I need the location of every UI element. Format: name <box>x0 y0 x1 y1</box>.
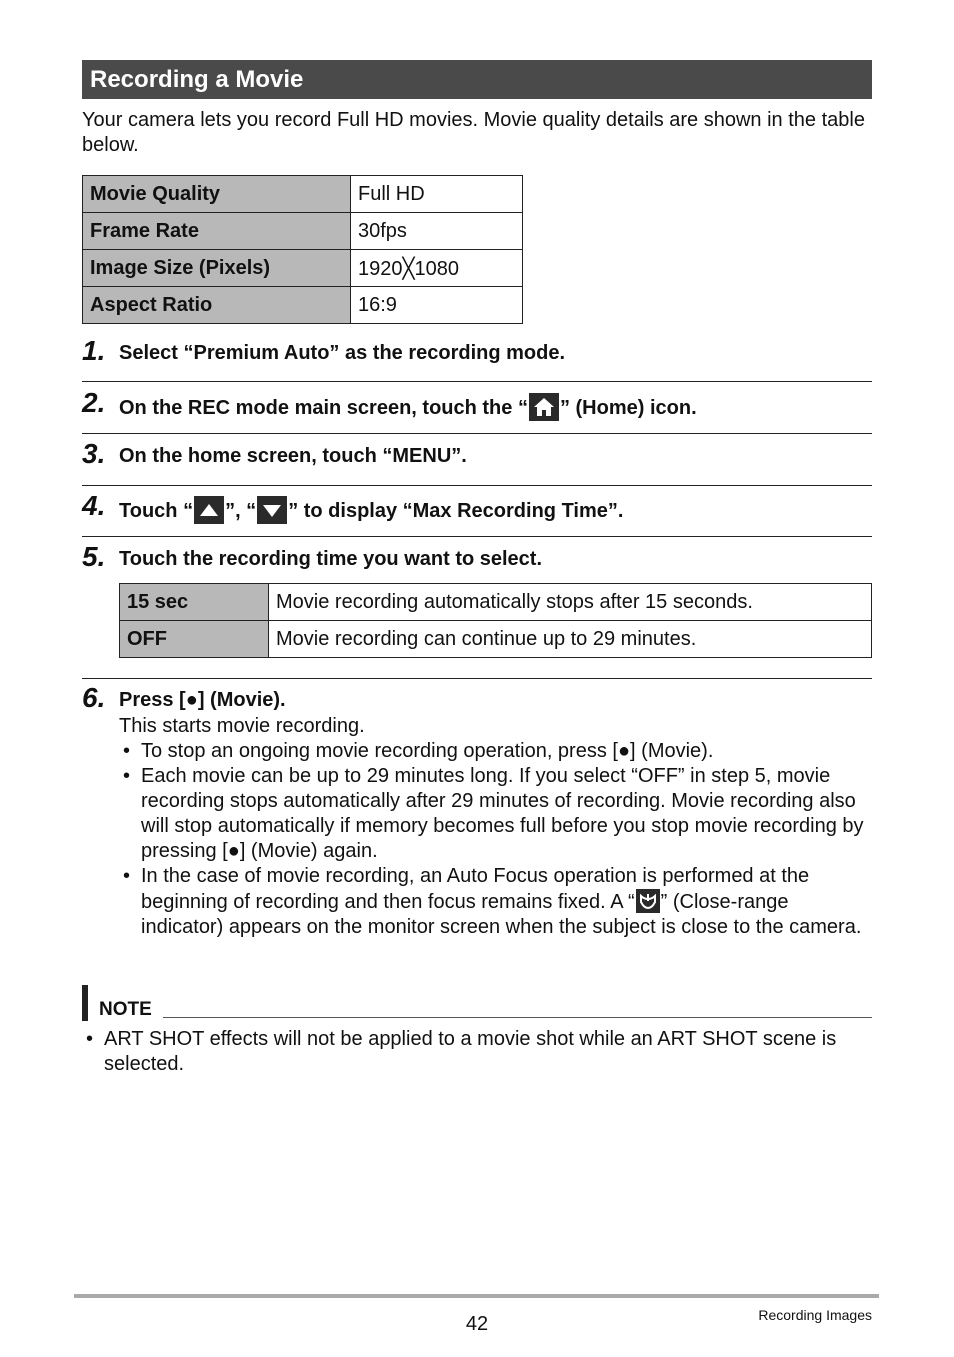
list-item <box>119 864 872 940</box>
step-number: 3. <box>82 438 106 469</box>
step-text <box>119 496 623 524</box>
step-text <box>119 393 697 421</box>
step-text: Select “Premium Auto” as the recording mode. <box>119 342 566 364</box>
record-dot-icon: ● <box>185 689 198 711</box>
table-row <box>83 287 523 324</box>
bullet-list <box>119 739 872 940</box>
table-value: Movie recording can continue up to 29 minutes. <box>269 621 872 658</box>
table-row <box>83 176 523 213</box>
footer-section-title: Recording Images <box>758 1307 872 1323</box>
divider <box>82 381 872 382</box>
table-key: Aspect Ratio <box>83 287 351 324</box>
divider <box>82 485 872 486</box>
step-number: 4. <box>82 490 106 521</box>
step-text-part: ” to display “Max Recording Time”. <box>288 500 624 522</box>
step-6-intro: This starts movie recording. <box>119 715 365 737</box>
step-number: 6. <box>82 682 106 713</box>
list-text: ] (Movie) again. <box>239 840 378 862</box>
list-item <box>119 739 872 764</box>
step-text-part: Touch “ <box>119 500 194 522</box>
step-text: On the home screen, touch “MENU”. <box>119 445 467 467</box>
table-value: Movie recording automatically stops after 15 seconds. <box>269 584 872 621</box>
step-text <box>119 688 286 712</box>
divider <box>82 536 872 537</box>
note-list <box>82 1027 872 1077</box>
record-dot-icon: ● <box>617 740 631 762</box>
movie-quality-table <box>82 175 523 324</box>
step-text-part: On the REC mode main screen, touch the “ <box>119 397 528 419</box>
table-value: 30fps <box>351 213 523 250</box>
step-6-body <box>119 714 872 940</box>
divider <box>82 678 872 679</box>
down-arrow-icon <box>257 496 287 524</box>
list-text: Each movie can be up to 29 minutes long. If you select “OFF” in step 5, movie recording stops automatically after 29 minutes of recording. Movie recording also will stop automatically if memory becomes full before you stop movie recording by pressing [ <box>141 765 864 862</box>
note-divider <box>163 1017 872 1018</box>
section-title: Recording a Movie <box>82 60 872 99</box>
table-row <box>120 584 872 621</box>
list-text: In the case of movie recording, an Auto Focus operation is performed at the beginning of recording and then focus remains fixed. A “ <box>141 865 810 913</box>
table-row <box>120 621 872 658</box>
table-value: 1920╳1080 <box>351 250 523 287</box>
close-range-icon <box>636 889 660 913</box>
step-number: 5. <box>82 541 106 572</box>
step-text: Touch the recording time you want to select. <box>119 548 543 570</box>
list-item: • ART SHOT effects will not be applied to a movie shot while an ART SHOT scene is selected. <box>82 1027 872 1077</box>
table-key: Movie Quality <box>83 176 351 213</box>
footer-divider <box>74 1294 879 1298</box>
list-text: ” (Close-range indicator) appears on the monitor screen when the subject is close to the camera. <box>141 891 862 938</box>
table-value: 16:9 <box>351 287 523 324</box>
intro-paragraph: Your camera lets you record Full HD movies. Movie quality details are shown in the table below. <box>82 109 865 156</box>
table-value: Full HD <box>351 176 523 213</box>
table-key: Frame Rate <box>83 213 351 250</box>
table-key: Image Size (Pixels) <box>83 250 351 287</box>
table-key: OFF <box>120 621 269 658</box>
divider <box>82 433 872 434</box>
step-text-part: Press [ <box>119 689 186 711</box>
step-text-part: ”, “ <box>225 500 257 522</box>
step-number: 1. <box>82 335 106 366</box>
up-arrow-icon <box>194 496 224 524</box>
home-icon <box>529 393 559 421</box>
recording-time-table <box>119 583 872 658</box>
step-number: 2. <box>82 387 106 418</box>
table-row <box>83 250 523 287</box>
note-bar <box>82 985 88 1021</box>
list-item <box>119 764 872 864</box>
table-row <box>83 213 523 250</box>
record-dot-icon: ● <box>227 840 240 862</box>
step-text-part: ] (Movie). <box>197 689 286 711</box>
table-key: 15 sec <box>120 584 269 621</box>
list-text: ] (Movie). <box>630 740 714 762</box>
list-text: To stop an ongoing movie recording operation, press [ <box>141 740 618 762</box>
note-label: NOTE <box>99 999 152 1020</box>
step-text-part: ” (Home) icon. <box>559 397 697 419</box>
page-number: 42 <box>465 1313 489 1335</box>
